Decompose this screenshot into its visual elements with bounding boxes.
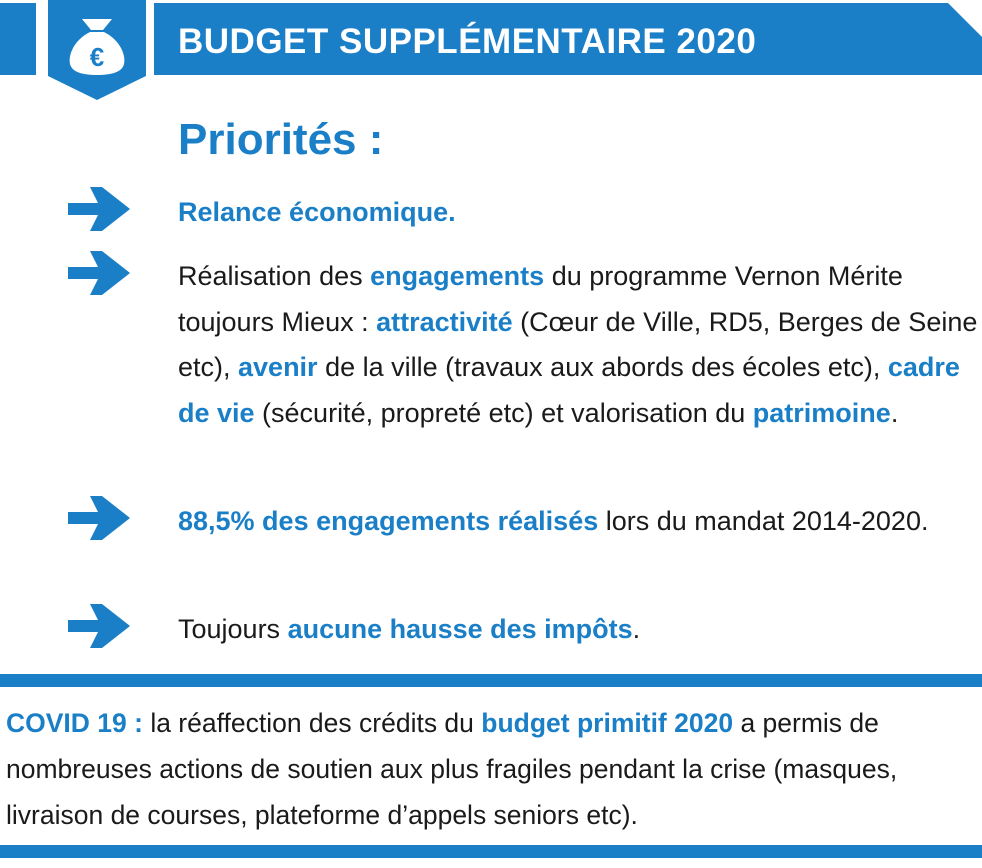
priority-item-impots: [178, 607, 978, 653]
highlight-text: attractivité: [376, 306, 513, 337]
body-text: Toujours: [178, 614, 288, 644]
body-text: .: [632, 614, 641, 644]
header-title: BUDGET SUPPLÉMENTAIRE 2020: [178, 22, 757, 61]
highlight-text: avenir: [238, 352, 318, 382]
covid-paragraph: [6, 700, 980, 838]
body-text: a permis de nombreuses actions de soutien aux plus fragiles pendant la crise (masques, livraison de courses, plateforme d’appels seniors etc).: [6, 708, 898, 830]
body-text: lors du mandat 2014-2020.: [598, 506, 929, 536]
priority-item-engagements: [178, 254, 978, 436]
body-text: Réalisation des: [178, 261, 371, 291]
highlight-text: engagements: [370, 261, 545, 291]
body-text: (sécurité, propreté etc) et valorisation du: [254, 397, 753, 428]
arrow-right-icon: [68, 495, 130, 541]
divider-top: [0, 674, 982, 687]
highlight-text: COVID 19 :: [6, 708, 143, 738]
body-text: du programme Vernon Mérite toujours Mieux :: [178, 261, 903, 337]
highlight-text: budget primitif 2020: [481, 708, 734, 738]
priority-item-relance: [178, 190, 978, 236]
arrow-right-icon: [68, 186, 130, 232]
body-text: de la ville (travaux aux abords des écoles etc),: [317, 352, 888, 382]
body-text: la réaffection des crédits du: [142, 708, 482, 738]
header-banner: [0, 0, 982, 100]
euro-glyph: €: [89, 42, 105, 72]
arrow-right-icon: [68, 603, 130, 649]
highlight-text: 88,5% des engagements réalisés: [178, 506, 599, 536]
highlight-text: aucune hausse des impôts: [287, 614, 633, 644]
arrow-right-icon: [68, 250, 130, 296]
priorities-title: Priorités :: [178, 115, 384, 164]
priority-item-realises: [178, 499, 978, 545]
highlight-text: cadre de vie: [178, 352, 960, 428]
body-text: (Cœur de Ville, RD5, Berges de Seine etc),: [178, 306, 978, 382]
highlight-text: Relance économique.: [178, 197, 456, 227]
money-bag-euro-icon: [48, 0, 146, 100]
divider-bottom: [0, 845, 982, 858]
body-text: .: [890, 397, 899, 428]
highlight-text: patrimoine: [752, 397, 891, 428]
